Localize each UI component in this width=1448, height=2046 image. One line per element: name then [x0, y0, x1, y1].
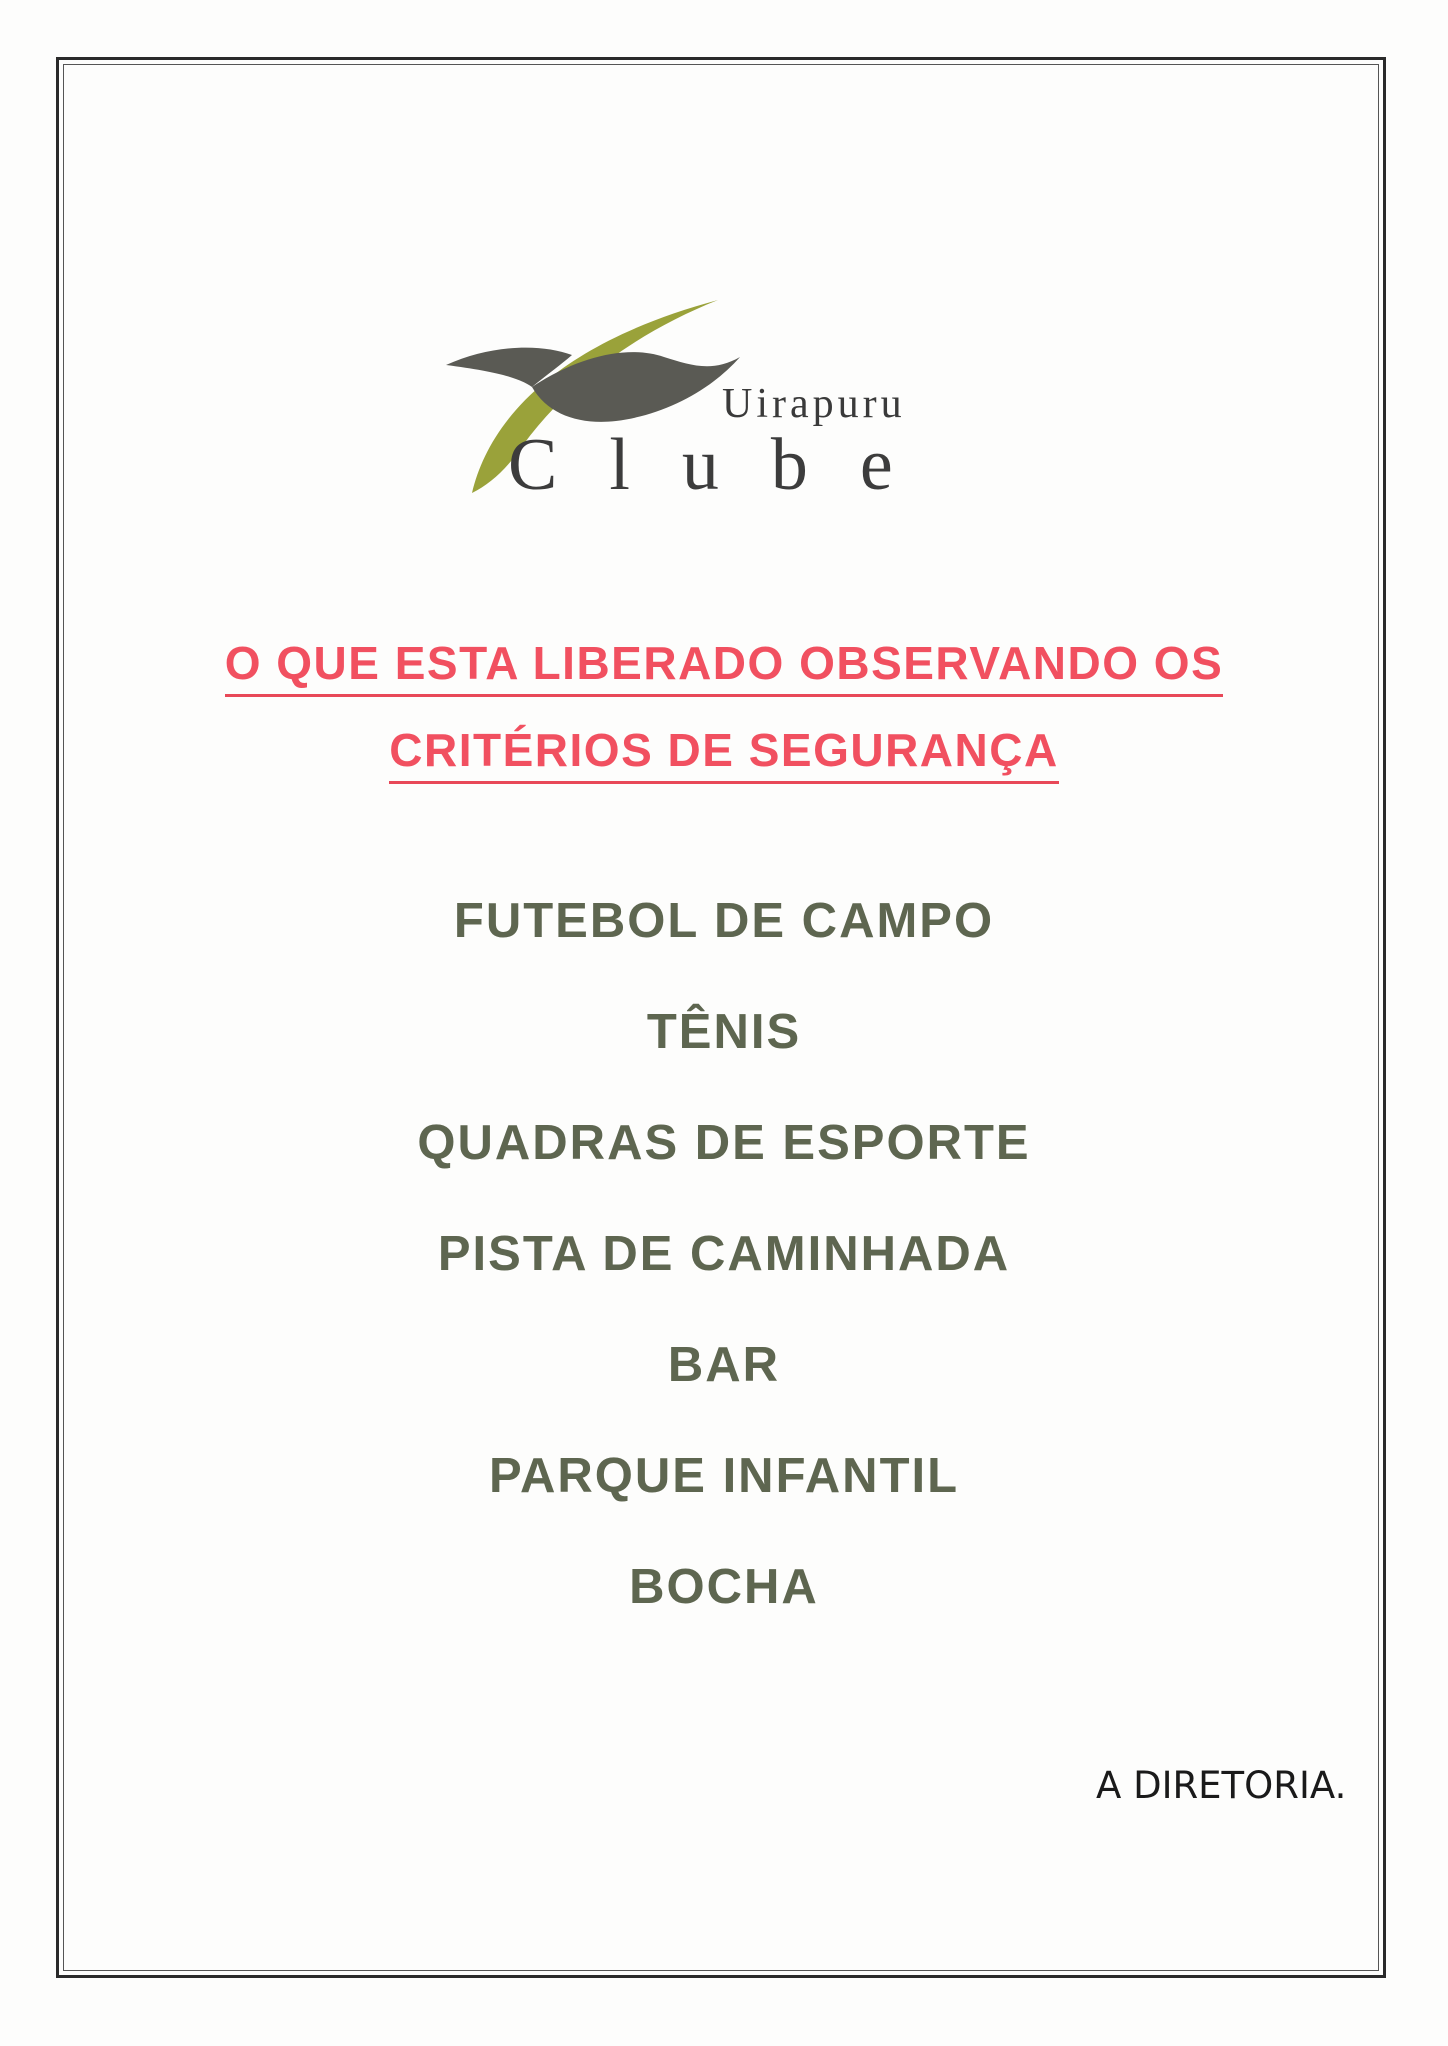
activity-item: BAR [667, 1338, 781, 1392]
club-logo [440, 295, 980, 510]
activity-item: PISTA DE CAMINHADA [437, 1227, 1011, 1281]
activity-item: QUADRAS DE ESPORTE [417, 1116, 1031, 1170]
activity-item: BOCHA [629, 1560, 819, 1614]
headline-line-1: O QUE ESTA LIBERADO OBSERVANDO OS [225, 640, 1224, 697]
activity-item: TÊNIS [646, 1005, 802, 1059]
activity-list [0, 894, 1448, 1674]
logo-text-clube: Clube [508, 424, 945, 506]
headline-line-2: CRITÉRIOS DE SEGURANÇA [389, 727, 1058, 784]
logo-text-uirapuru: Uirapuru [722, 381, 906, 427]
activity-item: FUTEBOL DE CAMPO [453, 894, 995, 948]
headline [0, 637, 1448, 784]
activity-item: PARQUE INFANTIL [488, 1449, 960, 1503]
signature: A DIRETORIA. [1096, 1764, 1347, 1807]
